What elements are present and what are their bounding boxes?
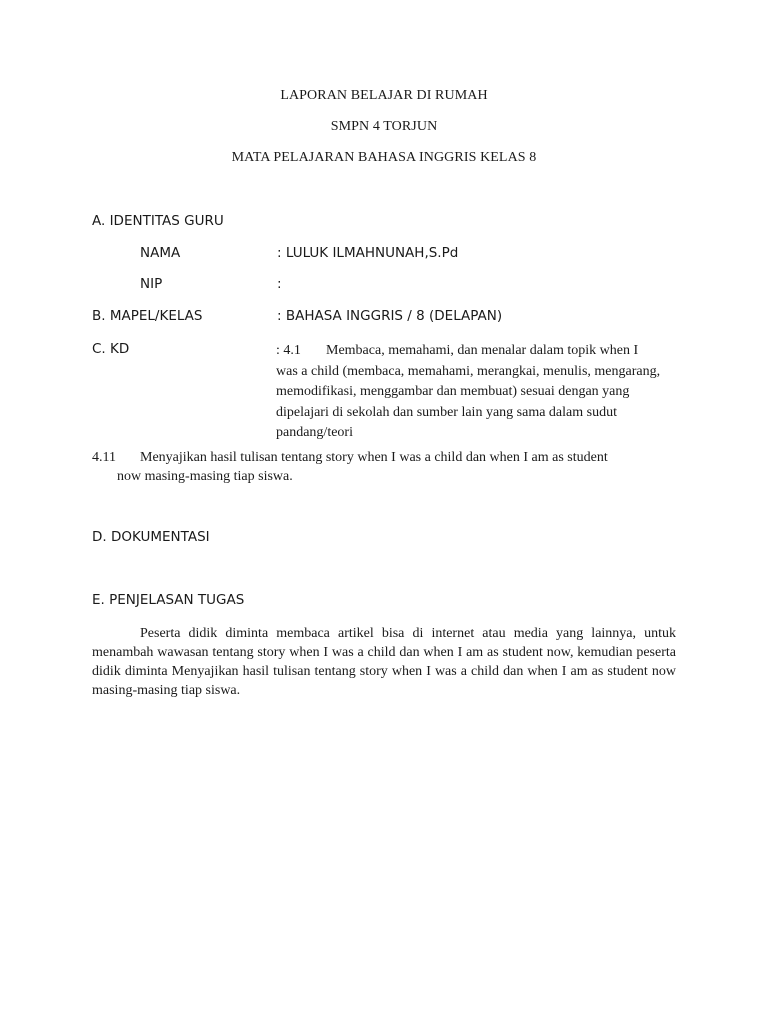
kd-4-1-block bbox=[276, 341, 676, 444]
kd-4-11-number: 4.11 bbox=[92, 450, 116, 465]
section-d-heading: D. DOKUMENTASI bbox=[92, 529, 210, 545]
kd-4-1-text-first: Membaca, memahami, dan menalar dalam topik when I bbox=[326, 343, 639, 358]
section-a-heading: A. IDENTITAS GURU bbox=[92, 213, 224, 229]
nama-value: : LULUK ILMAHNUNAH,S.Pd bbox=[277, 245, 459, 261]
kd-4-1-number: : 4.1 bbox=[276, 343, 301, 358]
nip-label: NIP bbox=[140, 276, 163, 292]
nama-label: NAMA bbox=[140, 245, 181, 261]
subject-title: MATA PELAJARAN BAHASA INGGRIS KELAS 8 bbox=[231, 150, 537, 165]
section-c-heading: C. KD bbox=[92, 341, 130, 357]
kd-4-1-text-rest: was a child (membaca, memahami, merangkai, menulis, mengarang, memodifikasi, menggambar dan membuat) sesuai dengan yang dipelajari di sekolah dan sumber lain yang sama dalam sudut pandang/teori bbox=[276, 363, 661, 440]
nip-value: : bbox=[277, 276, 282, 292]
document-title: LAPORAN BELAJAR DI RUMAH bbox=[280, 88, 488, 103]
school-name: SMPN 4 TORJUN bbox=[330, 119, 438, 134]
kd-4-11-block bbox=[92, 448, 672, 486]
task-explanation-paragraph: Peserta didik diminta membaca artikel bisa di internet atau media yang lainnya, untuk menambah wawasan tentang story when I was a child dan when I am as student now, kemudian peserta didik diminta Menyajikan hasil tulisan tentang story when I was a child dan when I am as student now masing-masing tiap siswa. bbox=[92, 626, 676, 698]
section-e-heading: E. PENJELASAN TUGAS bbox=[92, 592, 245, 608]
kd-4-11-text-first: Menyajikan hasil tulisan tentang story when I was a child dan when I am as student bbox=[140, 450, 608, 465]
section-b-heading: B. MAPEL/KELAS bbox=[92, 308, 203, 324]
kd-4-11-text-rest: now masing-masing tiap siswa. bbox=[117, 469, 293, 484]
mapel-kelas-value: : BAHASA INGGRIS / 8 (DELAPAN) bbox=[277, 308, 503, 324]
